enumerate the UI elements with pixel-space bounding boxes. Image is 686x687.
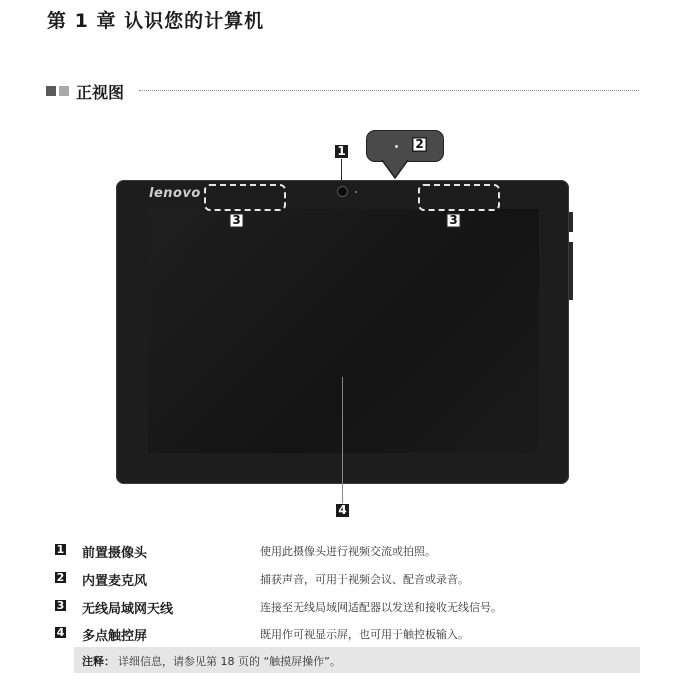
note-label: 注释： [82, 655, 115, 668]
legend-number: 4 [54, 626, 67, 639]
callout-badge-3-left: 3 [229, 213, 244, 228]
callout-badge-1: 1 [334, 144, 349, 159]
legend-number: 2 [54, 571, 67, 584]
legend-row [0, 624, 686, 644]
legend-row [0, 569, 686, 589]
callout-line-4 [342, 377, 343, 505]
multitouch-screen [148, 209, 539, 453]
legend-label: 多点触控屏 [82, 629, 148, 644]
legend-label: 前置摄像头 [82, 546, 148, 561]
legend-description: 使用此摄像头进行视频交流或拍照。 [260, 545, 436, 558]
legend-description: 既用作可视显示屏，也可用于触控板输入。 [260, 628, 469, 641]
power-button [569, 212, 573, 232]
volume-button [569, 242, 573, 300]
microphone-pinhole-icon [395, 145, 398, 148]
legend-number: 3 [54, 599, 67, 612]
legend-description: 连接至无线局域网适配器以发送和接收无线信号。 [260, 601, 502, 614]
legend-row [0, 597, 686, 617]
antenna-region-left [204, 184, 286, 211]
antenna-region-right [418, 184, 500, 211]
callout-pointer-2 [380, 158, 410, 180]
note-text: 详细信息，请参见第 18 页的 “触摸屏操作”。 [118, 655, 341, 668]
callout-badge-2: 2 [412, 137, 427, 152]
legend-row [0, 541, 686, 561]
section-title: 正视图 [76, 83, 125, 102]
legend-label: 无线局域网天线 [82, 602, 174, 617]
legend-label: 内置麦克风 [82, 574, 148, 589]
microphone-dot-icon [355, 191, 357, 193]
legend-number: 1 [54, 543, 67, 556]
front-camera-icon [338, 187, 347, 196]
legend-description: 捕获声音，可用于视频会议、配音或录音。 [260, 573, 469, 586]
callout-badge-4: 4 [335, 503, 350, 518]
note-box [74, 647, 640, 673]
chapter-title: 第 1 章 认识您的计算机 [47, 10, 265, 32]
lenovo-logo: lenovo [149, 186, 201, 201]
callout-badge-3-right: 3 [446, 213, 461, 228]
